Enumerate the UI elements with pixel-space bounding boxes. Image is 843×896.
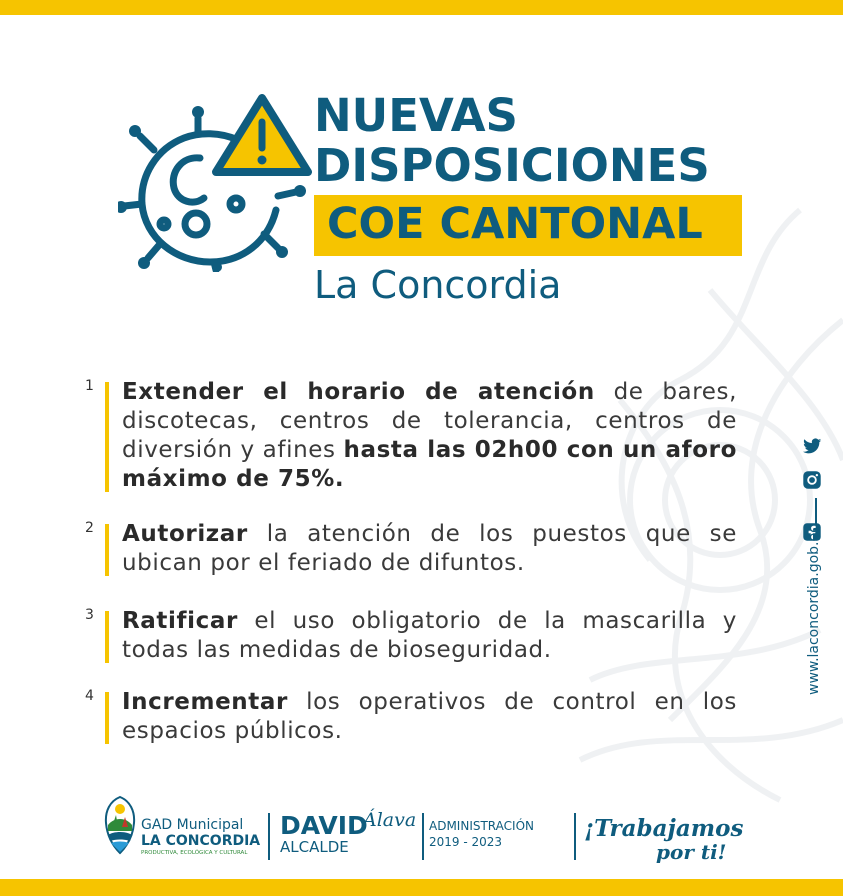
mayor-role: ALCALDE [280, 838, 349, 856]
list-item [85, 607, 737, 667]
item-divider [105, 692, 109, 744]
instagram-icon[interactable] [801, 469, 823, 491]
mayor-first-name: DAVID [280, 811, 368, 840]
footer-separator [574, 813, 576, 860]
item-bold: Ratificar [122, 608, 238, 634]
bottom-yellow-bar [0, 879, 843, 896]
gad-municipal-logo [102, 795, 138, 857]
list-item [85, 378, 737, 498]
gad-label: GAD Municipal [141, 817, 244, 833]
slogan-line-1: ¡Trabajamos [584, 815, 744, 842]
footer-separator [268, 813, 270, 860]
item-bold: Extender el horario de atención [122, 379, 595, 405]
item-number: 1 [85, 378, 94, 394]
website-link[interactable]: www.laconcordia.gob.ec [806, 525, 822, 695]
item-normal: el uso obligatorio de la mascarilla y todas las medidas de bioseguridad. [122, 608, 737, 663]
item-bold: Incrementar [122, 689, 288, 715]
item-number: 4 [85, 688, 94, 704]
item-normal: de bares, discotecas, centros de tolerancia, centros de diversión y afines [122, 379, 738, 463]
gad-tagline: PRODUCTIVA, ECOLÓGICA Y CULTURAL [141, 850, 248, 856]
item-normal: la atención de los puestos que se ubican por el feriado de difuntos. [122, 521, 737, 576]
item-divider [105, 611, 109, 663]
item-text [122, 607, 737, 665]
item-bold-2: hasta las 02h00 con un aforo máximo de 75%. [122, 437, 737, 492]
virus-warning-icon [118, 92, 314, 272]
top-yellow-bar [0, 0, 843, 15]
title-line-1: NUEVAS [314, 89, 518, 142]
list-item [85, 520, 737, 580]
item-text [122, 520, 737, 578]
highlight-title: COE CANTONAL [327, 199, 703, 249]
item-number: 2 [85, 520, 94, 536]
item-text [122, 378, 737, 494]
item-number: 3 [85, 607, 94, 623]
slogan-line-2: por ti! [656, 840, 727, 864]
subtitle: La Concordia [314, 263, 562, 307]
item-divider [105, 524, 109, 576]
footer [0, 795, 843, 870]
footer-separator [422, 813, 424, 860]
title-line-2: DISPOSICIONES [314, 139, 710, 192]
item-bold: Autorizar [122, 521, 248, 547]
list-item [85, 688, 737, 748]
admin-label: ADMINISTRACIÓN [429, 819, 534, 833]
item-divider [105, 382, 109, 492]
gad-name: LA CONCORDIA [141, 833, 261, 849]
admin-years: 2019 - 2023 [429, 835, 503, 849]
item-normal: los operativos de control en los espacios públicos. [122, 689, 737, 744]
item-text [122, 688, 737, 746]
twitter-icon[interactable] [801, 435, 823, 457]
mayor-last-name: Álava [363, 809, 417, 831]
social-separator [815, 498, 817, 524]
